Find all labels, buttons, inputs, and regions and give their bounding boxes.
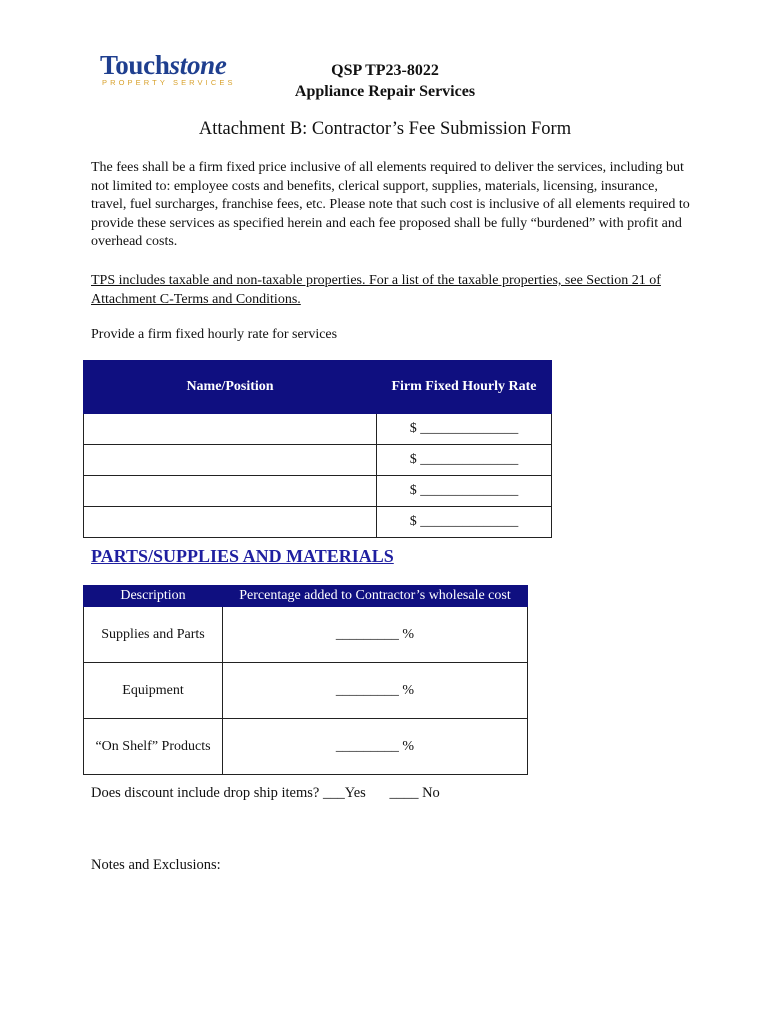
- notes-exclusions-label: Notes and Exclusions:: [91, 857, 221, 873]
- table-row: [84, 507, 552, 538]
- description-cell: Supplies and Parts: [84, 607, 223, 663]
- description-cell: Equipment: [84, 663, 223, 719]
- table-row: [84, 719, 528, 775]
- fees-paragraph: The fees shall be a firm fixed price inclusive of all elements required to deliver the services, including but not limited to: employee costs and benefits, clerical support, supplies, materials, licensing, insurance, travel, fuel surcharges, franchise fees, etc. Please note that such cost is inclusive of all elements required to provide these services as specified herein and each fee proposed shall be fully “burdened” with profit and overhead costs.: [91, 160, 690, 249]
- table-row: [84, 476, 552, 507]
- percentage-header: Percentage added to Contractor’s wholesale cost: [223, 586, 528, 607]
- table-row: [84, 414, 552, 445]
- table-row: [84, 663, 528, 719]
- hourly-rate-field[interactable]: $ ______________: [377, 445, 552, 476]
- drop-ship-no-option[interactable]: ____ No: [389, 785, 440, 801]
- description-cell: “On Shelf” Products: [84, 719, 223, 775]
- solicitation-title: Appliance Repair Services: [294, 83, 476, 100]
- percentage-field[interactable]: _________ %: [223, 663, 528, 719]
- taxable-properties-note: TPS includes taxable and non-taxable properties. For a list of the taxable properties, see Section 21 of Attachment C-Terms and Conditions.: [91, 273, 661, 307]
- logo-tagline: PROPERTY SERVICES: [102, 78, 236, 87]
- hourly-rate-instruction: Provide a firm fixed hourly rate for services: [91, 327, 338, 342]
- description-header: Description: [84, 586, 223, 607]
- hourly-rate-header: Firm Fixed Hourly Rate: [377, 361, 552, 414]
- drop-ship-question: [91, 785, 440, 802]
- percentage-field[interactable]: _________ %: [223, 607, 528, 663]
- solicitation-number: QSP TP23-8022: [331, 62, 439, 79]
- hourly-rate-field[interactable]: $ ______________: [377, 414, 552, 445]
- name-position-field[interactable]: [84, 507, 377, 538]
- parts-section-heading: PARTS/SUPPLIES AND MATERIALS: [91, 546, 394, 566]
- table-row: [84, 445, 552, 476]
- hourly-rate-field[interactable]: $ ______________: [377, 476, 552, 507]
- name-position-field[interactable]: [84, 445, 377, 476]
- hourly-rate-field[interactable]: $ ______________: [377, 507, 552, 538]
- drop-ship-yes-option[interactable]: Does discount include drop ship items? ___Yes: [91, 785, 366, 801]
- logo-word-regular: Touch: [100, 50, 170, 80]
- rate-table-header: [84, 361, 552, 414]
- parts-table-header: [84, 586, 528, 607]
- percentage-field[interactable]: _________ %: [223, 719, 528, 775]
- name-position-field[interactable]: [84, 414, 377, 445]
- logo-word-italic: stone: [169, 50, 227, 80]
- attachment-title: Attachment B: Contractor’s Fee Submission Form: [198, 119, 572, 139]
- table-row: [84, 607, 528, 663]
- name-position-field[interactable]: [84, 476, 377, 507]
- name-position-header: Name/Position: [84, 361, 377, 414]
- hourly-rate-table: [83, 360, 552, 538]
- parts-markup-table: [83, 585, 528, 775]
